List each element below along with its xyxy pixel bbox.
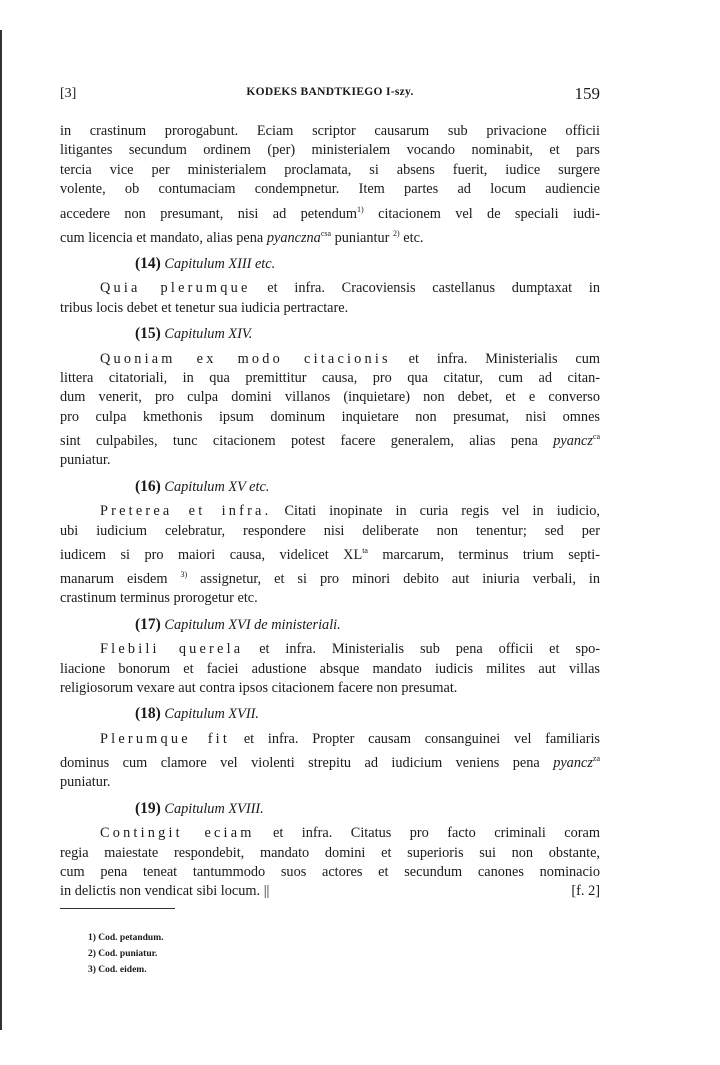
chapter-heading: (18) Capitulum XVII.: [135, 705, 259, 723]
chapter-paragraph: [60, 730, 600, 793]
text-line: Quoniam ex modo citacionis et infra. Ministerialis cum: [100, 350, 600, 367]
text-line: Contingit eciam et infra. Citatus pro facto criminali coram: [100, 825, 600, 842]
chapter-paragraph: [60, 640, 600, 698]
chapter-heading: (19) Capitulum XVIII.: [135, 799, 264, 817]
text-line: volente, ob contumaciam condempnetur. Item partes ad locum audiencie: [60, 181, 600, 198]
footnote-ref: 1): [357, 204, 364, 214]
footnote: 1) Cod. petandum.: [88, 933, 164, 943]
chapter-paragraph: [60, 279, 600, 318]
page-edge-line: [0, 30, 2, 1030]
text-line: dominus cum clamore vel violenti strepitu ad iudicium veniens pena pyancz$^{za}$: [60, 754, 600, 771]
footnote-rule: [60, 908, 175, 909]
incipit: Quia plerumque: [100, 280, 251, 297]
text-line: Flebili querela et infra. Ministerialis sub pena officii et spo-: [100, 641, 600, 658]
main-text: [60, 122, 600, 902]
text-line: puniatur.: [60, 452, 111, 469]
footnote-ref: 3): [180, 570, 188, 580]
text-line: ubi iudicium celebratur, respondere nisi deliberate non tenentur; sed per: [60, 522, 600, 539]
text-line: iudicem si pro maiori causa, videlicet $XL^{ta}$ marcarum, terminus trium septi-: [60, 546, 601, 563]
text-line: crastinum terminus prorogetur etc.: [60, 590, 258, 607]
footnote: 2) Cod. puniatur.: [88, 949, 158, 959]
text-line: manarum eisdem $^{3)}$ assignetur, et si pro minori debito aut iniuria verbali, in: [60, 570, 601, 587]
text-line: regia maiestate respondebit, mandato domini et superioris sui non obstante,: [60, 844, 600, 861]
text-line: tercia vice per ministerialem proclamata, si absens fuerit, iudice surgere: [60, 161, 600, 178]
incipit: Quoniam ex modo citacionis: [100, 350, 391, 367]
chapter-heading: (16) Capitulum XV etc.: [135, 477, 270, 495]
vernacular-word: pyancz: [553, 754, 593, 771]
page-number: 159: [574, 84, 600, 103]
text-line: litigantes secundum ordinem (per) ministerialem vocando nominabit, et pars: [60, 142, 600, 159]
footnote: 3) Cod. eidem.: [88, 965, 147, 975]
text-line: cum pena teneat tantummodo suos actores et secundum canones nominacio: [60, 864, 600, 880]
text-line: Preterea et infra. Citati inopinate in curia regis vel in iudicio,: [100, 503, 600, 520]
running-header: [60, 84, 600, 108]
text-line: in crastinum prorogabunt. Eciam scriptor causarum sub privacione officii: [60, 123, 600, 139]
footnote-ref: 2): [393, 228, 400, 238]
incipit: Flebili querela: [100, 641, 244, 658]
vernacular-word: pyancz: [553, 432, 593, 449]
chapter-heading: (17) Capitulum XVI de ministeriali.: [135, 615, 341, 633]
text-line: sint culpabiles, tunc citacionem potest facere generalem, alias pena pyancz$^{ca}$: [60, 432, 601, 449]
chapter-heading: (14) Capitulum XIII etc.: [135, 254, 276, 272]
section-marker: [3]: [60, 86, 77, 101]
incipit: Contingit eciam: [100, 825, 255, 842]
text-line: accedere non presumant, nisi ad petendum$^{1)}$ citacionem vel de speciali iudi-: [60, 204, 600, 222]
text-line: pro culpa kmethonis ipsum dominum inquietare non presumat, nisi omnes: [60, 408, 600, 425]
text-line: tribus locis debet et tenetur sua iudicia pertractare.: [60, 299, 349, 316]
text-line: liacione bonorum et faciei adustione absque mandato iudicis milites aut villas: [60, 660, 600, 677]
text-line: Quia plerumque et infra. Cracoviensis castellanus dumptaxat in: [100, 280, 600, 297]
chapter-paragraph: [60, 824, 600, 902]
incipit: Plerumque fit: [100, 730, 231, 747]
text-line: puniatur.: [60, 774, 111, 791]
running-title: KODEKS BANDTKIEGO I-szy.: [246, 86, 414, 98]
text-line: religiosorum vexare aut contra ipsos citacionem facere non presumat.: [60, 679, 458, 696]
text-line: in delictis non vendicat sibi locum. || [f. 2]: [60, 882, 600, 901]
text-line: littera citatoriali, in qua premittitur causa, pro qua citatur, cum ad citan-: [60, 370, 600, 386]
text-line: dum venerit, pro culpa domini villanos (inquietare) non debet, et e converso: [60, 389, 600, 406]
folio-marker: [f. 2]: [571, 883, 600, 900]
text-line: Plerumque fit et infra. Propter causam consanguinei vel familiaris: [100, 730, 600, 747]
footnotes: [88, 930, 164, 978]
chapter-paragraph: [60, 502, 600, 609]
chapter-paragraph: [60, 350, 600, 471]
intro-paragraph: [60, 122, 600, 248]
vernacular-word: pyanczna: [266, 229, 321, 246]
incipit: Preterea et infra.: [100, 503, 272, 520]
chapter-heading: (15) Capitulum XIV.: [135, 325, 253, 343]
text-line: cum licencia et mandato, alias pena pyanczna$^{csa}$ puniantur $^{2)}$ etc.: [60, 228, 424, 246]
